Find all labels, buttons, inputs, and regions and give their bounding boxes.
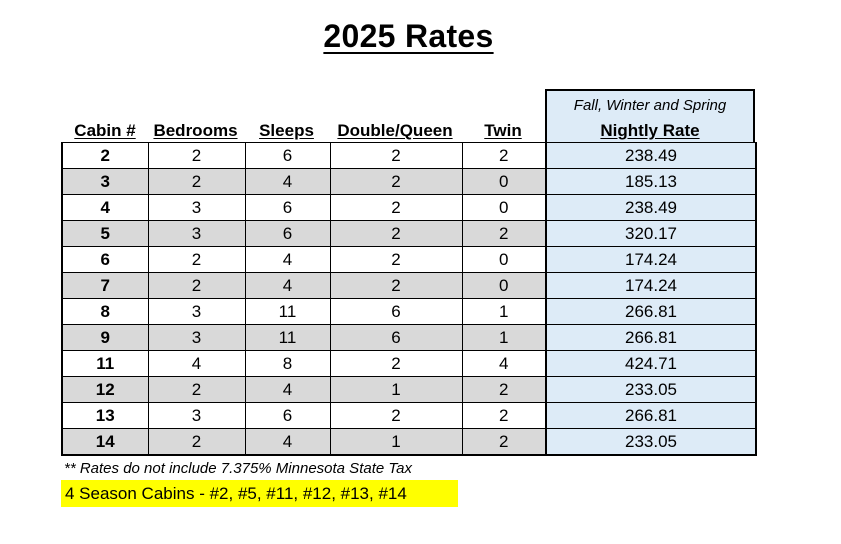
four-season-note: 4 Season Cabins - #2, #5, #11, #12, #13, #14 — [61, 480, 458, 507]
cell-bedrooms: 3 — [148, 195, 245, 221]
table-row — [62, 273, 756, 299]
cell-twin: 0 — [462, 195, 546, 221]
tax-note: ** Rates do not include 7.375% Minnesota State Tax — [64, 460, 413, 477]
cell-twin: 0 — [462, 273, 546, 299]
cell-cabin: 13 — [62, 403, 148, 429]
table-row — [62, 143, 756, 169]
cell-cabin: 9 — [62, 325, 148, 351]
cell-sleeps: 11 — [245, 325, 330, 351]
cell-sleeps: 4 — [245, 247, 330, 273]
cell-double-queen: 2 — [330, 195, 462, 221]
cell-rate: 266.81 — [546, 403, 756, 429]
cell-rate: 233.05 — [546, 377, 756, 403]
table-row — [62, 377, 756, 403]
cell-double-queen: 2 — [330, 351, 462, 377]
header-sleeps: Sleeps — [259, 121, 314, 140]
cell-twin: 0 — [462, 247, 546, 273]
header-cabin: Cabin # — [74, 121, 136, 140]
cell-sleeps: 6 — [245, 403, 330, 429]
cell-rate: 320.17 — [546, 221, 756, 247]
cell-rate: 238.49 — [546, 143, 756, 169]
header-double-queen: Double/Queen — [337, 121, 453, 140]
cell-sleeps: 4 — [245, 169, 330, 195]
cell-bedrooms: 2 — [148, 273, 245, 299]
table-row — [62, 169, 756, 195]
cell-double-queen: 2 — [330, 143, 462, 169]
cell-double-queen: 2 — [330, 221, 462, 247]
cell-double-queen: 1 — [330, 377, 462, 403]
cell-cabin: 4 — [62, 195, 148, 221]
table-row — [62, 299, 756, 325]
header-twin: Twin — [484, 121, 522, 140]
cell-bedrooms: 2 — [148, 169, 245, 195]
cell-bedrooms: 3 — [148, 221, 245, 247]
cell-sleeps: 4 — [245, 429, 330, 456]
table-row — [62, 403, 756, 429]
cell-cabin: 3 — [62, 169, 148, 195]
table-row — [62, 195, 756, 221]
cell-twin: 2 — [462, 403, 546, 429]
cell-bedrooms: 2 — [148, 247, 245, 273]
cell-sleeps: 6 — [245, 143, 330, 169]
cell-bedrooms: 3 — [148, 325, 245, 351]
cell-rate: 266.81 — [546, 299, 756, 325]
header-nightly-rate: Nightly Rate — [600, 121, 700, 140]
rates-table-body — [62, 143, 756, 456]
cell-double-queen: 1 — [330, 429, 462, 456]
cell-rate: 424.71 — [546, 351, 756, 377]
rates-table — [61, 142, 757, 456]
cell-double-queen: 2 — [330, 403, 462, 429]
page-title: 2025 Rates — [323, 18, 494, 54]
cell-twin: 2 — [462, 429, 546, 456]
cell-bedrooms: 3 — [148, 299, 245, 325]
cell-rate: 174.24 — [546, 247, 756, 273]
cell-bedrooms: 3 — [148, 403, 245, 429]
cell-twin: 1 — [462, 325, 546, 351]
cell-cabin: 7 — [62, 273, 148, 299]
cell-sleeps: 4 — [245, 377, 330, 403]
table-row — [62, 429, 756, 456]
cell-sleeps: 4 — [245, 273, 330, 299]
cell-double-queen: 2 — [330, 169, 462, 195]
cell-sleeps: 6 — [245, 221, 330, 247]
cell-cabin: 2 — [62, 143, 148, 169]
cell-cabin: 5 — [62, 221, 148, 247]
cell-cabin: 12 — [62, 377, 148, 403]
cell-twin: 2 — [462, 377, 546, 403]
cell-sleeps: 8 — [245, 351, 330, 377]
cell-twin: 2 — [462, 221, 546, 247]
cell-bedrooms: 4 — [148, 351, 245, 377]
cell-rate: 185.13 — [546, 169, 756, 195]
cell-twin: 2 — [462, 143, 546, 169]
cell-cabin: 14 — [62, 429, 148, 456]
cell-cabin: 6 — [62, 247, 148, 273]
cell-rate: 233.05 — [546, 429, 756, 456]
season-label: Fall, Winter and Spring — [573, 97, 727, 114]
cell-rate: 174.24 — [546, 273, 756, 299]
cell-bedrooms: 2 — [148, 429, 245, 456]
cell-rate: 238.49 — [546, 195, 756, 221]
cell-sleeps: 6 — [245, 195, 330, 221]
cell-cabin: 11 — [62, 351, 148, 377]
cell-cabin: 8 — [62, 299, 148, 325]
cell-double-queen: 2 — [330, 247, 462, 273]
cell-double-queen: 2 — [330, 273, 462, 299]
cell-bedrooms: 2 — [148, 377, 245, 403]
cell-twin: 0 — [462, 169, 546, 195]
cell-twin: 1 — [462, 299, 546, 325]
table-row — [62, 221, 756, 247]
cell-bedrooms: 2 — [148, 143, 245, 169]
table-row — [62, 351, 756, 377]
cell-double-queen: 6 — [330, 325, 462, 351]
table-row — [62, 325, 756, 351]
header-bedrooms: Bedrooms — [153, 121, 238, 140]
cell-rate: 266.81 — [546, 325, 756, 351]
cell-double-queen: 6 — [330, 299, 462, 325]
cell-sleeps: 11 — [245, 299, 330, 325]
cell-twin: 4 — [462, 351, 546, 377]
table-row — [62, 247, 756, 273]
